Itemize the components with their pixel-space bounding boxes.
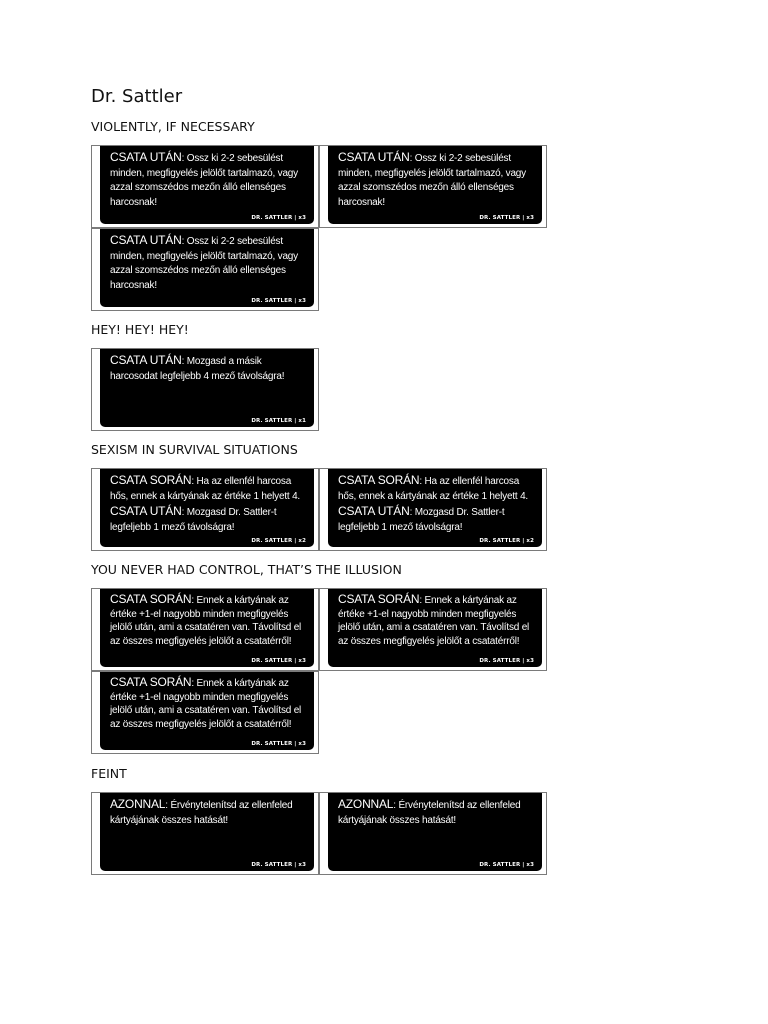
action-card — [100, 349, 314, 427]
section-heading-feint: FEINT — [91, 766, 127, 781]
card-footer: DR. SATTLER | x2 — [251, 538, 306, 544]
card-trigger-label: AZONNAL — [110, 797, 166, 811]
card-footer: DR. SATTLER | x1 — [251, 418, 306, 424]
page-title: Dr. Sattler — [91, 86, 183, 107]
card-cell — [319, 792, 547, 875]
card-effect-text: : Ha az ellenfél harcosa hős, ennek a kártyának az értéke 1 helyett 4. — [338, 476, 529, 502]
card-footer: DR. SATTLER | x3 — [479, 862, 534, 868]
card-footer: DR. SATTLER | x3 — [479, 215, 534, 221]
section-heading-violently: VIOLENTLY, IF NECESSARY — [91, 119, 255, 134]
card-effect-text: : Érvénytelenítsd az ellenfeled kártyájának összes hatását! — [338, 800, 521, 826]
card-effect-text: : Ossz ki 2-2 sebesülést minden, megfigyelés jelölőt tartalmazó, vagy azzal szomszédos mezőn álló ellenséges harcosnak! — [338, 153, 526, 208]
card-effect-text: : Ennek a kártyának az értéke +1-el nagyobb minden megfigyelés jelölő után, ami a csatatéren van. Távolítsd el az összes megfigyelés jelölőt a csatatérről! — [110, 595, 302, 647]
action-card — [328, 793, 542, 871]
card-effect-text: : Ossz ki 2-2 sebesülést minden, megfigyelés jelölőt tartalmazó, vagy azzal szomszédos mezőn álló ellenséges harcosnak! — [110, 153, 298, 208]
card-cell — [319, 588, 547, 671]
action-card — [100, 146, 314, 224]
card-cell — [91, 671, 319, 754]
card-trigger-label: CSATA SORÁN — [338, 592, 420, 606]
card-trigger-label: CSATA SORÁN — [110, 473, 192, 487]
card-footer: DR. SATTLER | x3 — [251, 741, 306, 747]
card-cell — [91, 792, 319, 875]
card-trigger-label: CSATA SORÁN — [110, 592, 192, 606]
card-effect-text: : Mozgasd Dr. Sattler-t legfeljebb 1 mező távolságra! — [110, 507, 277, 533]
card-effect-text: : Ennek a kártyának az értéke +1-el nagyobb minden megfigyelés jelölő után, ami a csatatéren van. Távolítsd el az összes megfigyelés jelölőt a csatatérről! — [110, 678, 302, 730]
action-card — [100, 229, 314, 307]
action-card — [328, 469, 542, 547]
card-trigger-label: CSATA SORÁN — [110, 675, 192, 689]
card-footer: DR. SATTLER | x3 — [251, 215, 306, 221]
card-effect-text: : Mozgasd a másik harcosodat legfeljebb 4 mező távolságra! — [110, 356, 285, 382]
section-heading-hey: HEY! HEY! HEY! — [91, 322, 189, 337]
card-footer: DR. SATTLER | x3 — [251, 862, 306, 868]
card-cell — [91, 348, 319, 431]
card-footer: DR. SATTLER | x2 — [479, 538, 534, 544]
card-effect-text: : Mozgasd Dr. Sattler-t legfeljebb 1 mező távolságra! — [338, 507, 505, 533]
card-trigger-label: CSATA UTÁN — [110, 150, 182, 164]
section-heading-control: YOU NEVER HAD CONTROL, THAT’S THE ILLUSION — [91, 562, 402, 577]
card-effect-text: : Ennek a kártyának az értéke +1-el nagyobb minden megfigyelés jelölő után, ami a csatatéren van. Távolítsd el az összes megfigyelés jelölőt a csatatérről! — [338, 595, 530, 647]
section-heading-sexism: SEXISM IN SURVIVAL SITUATIONS — [91, 442, 298, 457]
card-effect-text: : Ossz ki 2-2 sebesülést minden, megfigyelés jelölőt tartalmazó, vagy azzal szomszédos mezőn álló ellenséges harcosnak! — [110, 236, 298, 291]
card-trigger-label: CSATA SORÁN — [338, 473, 420, 487]
card-footer: DR. SATTLER | x3 — [251, 658, 306, 664]
card-trigger-label: CSATA UTÁN — [338, 504, 410, 518]
card-footer: DR. SATTLER | x3 — [479, 658, 534, 664]
card-trigger-label: CSATA UTÁN — [110, 504, 182, 518]
action-card — [100, 469, 314, 547]
card-effect-text: : Ha az ellenfél harcosa hős, ennek a kártyának az értéke 1 helyett 4. — [110, 476, 301, 502]
card-cell — [91, 468, 319, 551]
card-trigger-label: CSATA UTÁN — [110, 233, 182, 247]
card-cell — [319, 145, 547, 228]
card-footer: DR. SATTLER | x3 — [251, 298, 306, 304]
card-cell — [91, 588, 319, 671]
card-cell — [91, 228, 319, 311]
action-card — [100, 793, 314, 871]
card-trigger-label: CSATA UTÁN — [110, 353, 182, 367]
card-cell — [91, 145, 319, 228]
card-cell — [319, 468, 547, 551]
action-card — [100, 672, 314, 750]
card-trigger-label: CSATA UTÁN — [338, 150, 410, 164]
action-card — [100, 589, 314, 667]
card-effect-text: : Érvénytelenítsd az ellenfeled kártyájának összes hatását! — [110, 800, 293, 826]
action-card — [328, 589, 542, 667]
card-trigger-label: AZONNAL — [338, 797, 394, 811]
action-card — [328, 146, 542, 224]
